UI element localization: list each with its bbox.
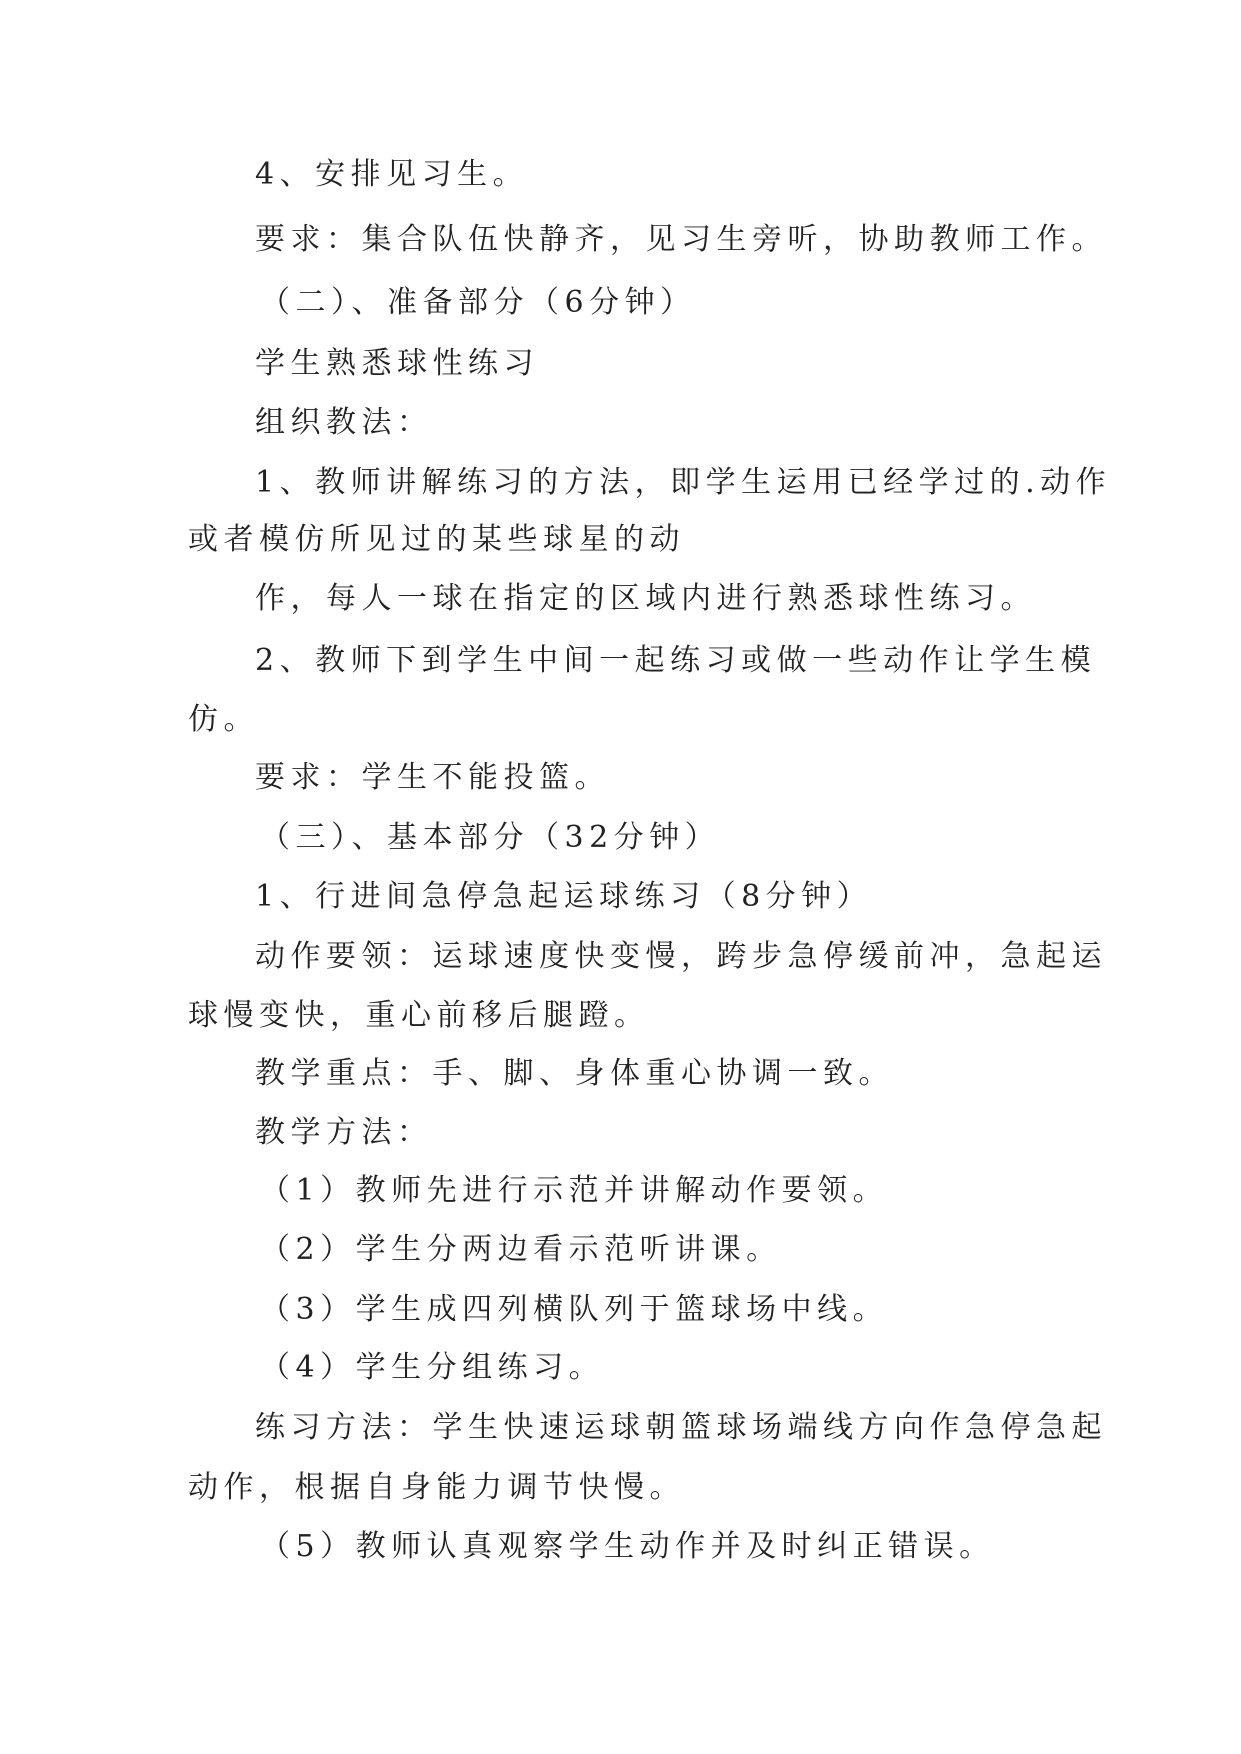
- paragraph-line-10: 仿。: [188, 702, 259, 737]
- paragraph-line-13: 1、行进间急停急起运球练习（8分钟）: [255, 879, 873, 914]
- section-heading-preparation: （二）、准备部分（6分钟）: [260, 285, 696, 320]
- paragraph-line-2: 要求：集合队伍快静齐，见习生旁听，协助教师工作。: [255, 222, 1107, 257]
- paragraph-line-9: 2、教师下到学生中间一起练习或做一些动作让学生模: [255, 643, 1097, 678]
- paragraph-line-6: 1、教师讲解练习的方法，即学生运用已经学过的.动作: [255, 465, 1112, 500]
- list-item-5: （5）教师认真观察学生动作并及时纠正错误。: [260, 1529, 995, 1564]
- paragraph-line-22: 练习方法：学生快速运球朝篮球场端线方向作急停急起: [255, 1410, 1107, 1445]
- paragraph-line-16: 教学重点：手、脚、身体重心协调一致。: [255, 1056, 894, 1091]
- paragraph-line-8: 作，每人一球在指定的区域内进行熟悉球性练习。: [255, 581, 1036, 616]
- section-heading-basic: （三）、基本部分（32分钟）: [260, 820, 721, 855]
- list-item-1: （1）教师先进行示范并讲解动作要领。: [260, 1173, 889, 1208]
- paragraph-line-5: 组织教法：: [255, 405, 433, 440]
- paragraph-line-23: 动作，根据自身能力调节快慢。: [188, 1470, 685, 1505]
- list-item-2: （2）学生分两边看示范听讲课。: [260, 1232, 782, 1267]
- paragraph-line-14: 动作要领：运球速度快变慢，跨步急停缓前冲，急起运: [255, 939, 1107, 974]
- paragraph-line-4: 学生熟悉球性练习: [255, 346, 539, 381]
- paragraph-line-11: 要求：学生不能投篮。: [255, 760, 610, 795]
- paragraph-line-7: 或者模仿所见过的某些球星的动: [188, 522, 685, 557]
- list-item-3: （3）学生成四列横队列于篮球场中线。: [260, 1292, 889, 1327]
- list-item-4: （4）学生分组练习。: [260, 1350, 605, 1385]
- paragraph-line-17: 教学方法：: [255, 1115, 433, 1150]
- paragraph-line-1: 4、安排见习生。: [255, 157, 529, 192]
- paragraph-line-15: 球慢变快，重心前移后腿蹬。: [188, 998, 650, 1033]
